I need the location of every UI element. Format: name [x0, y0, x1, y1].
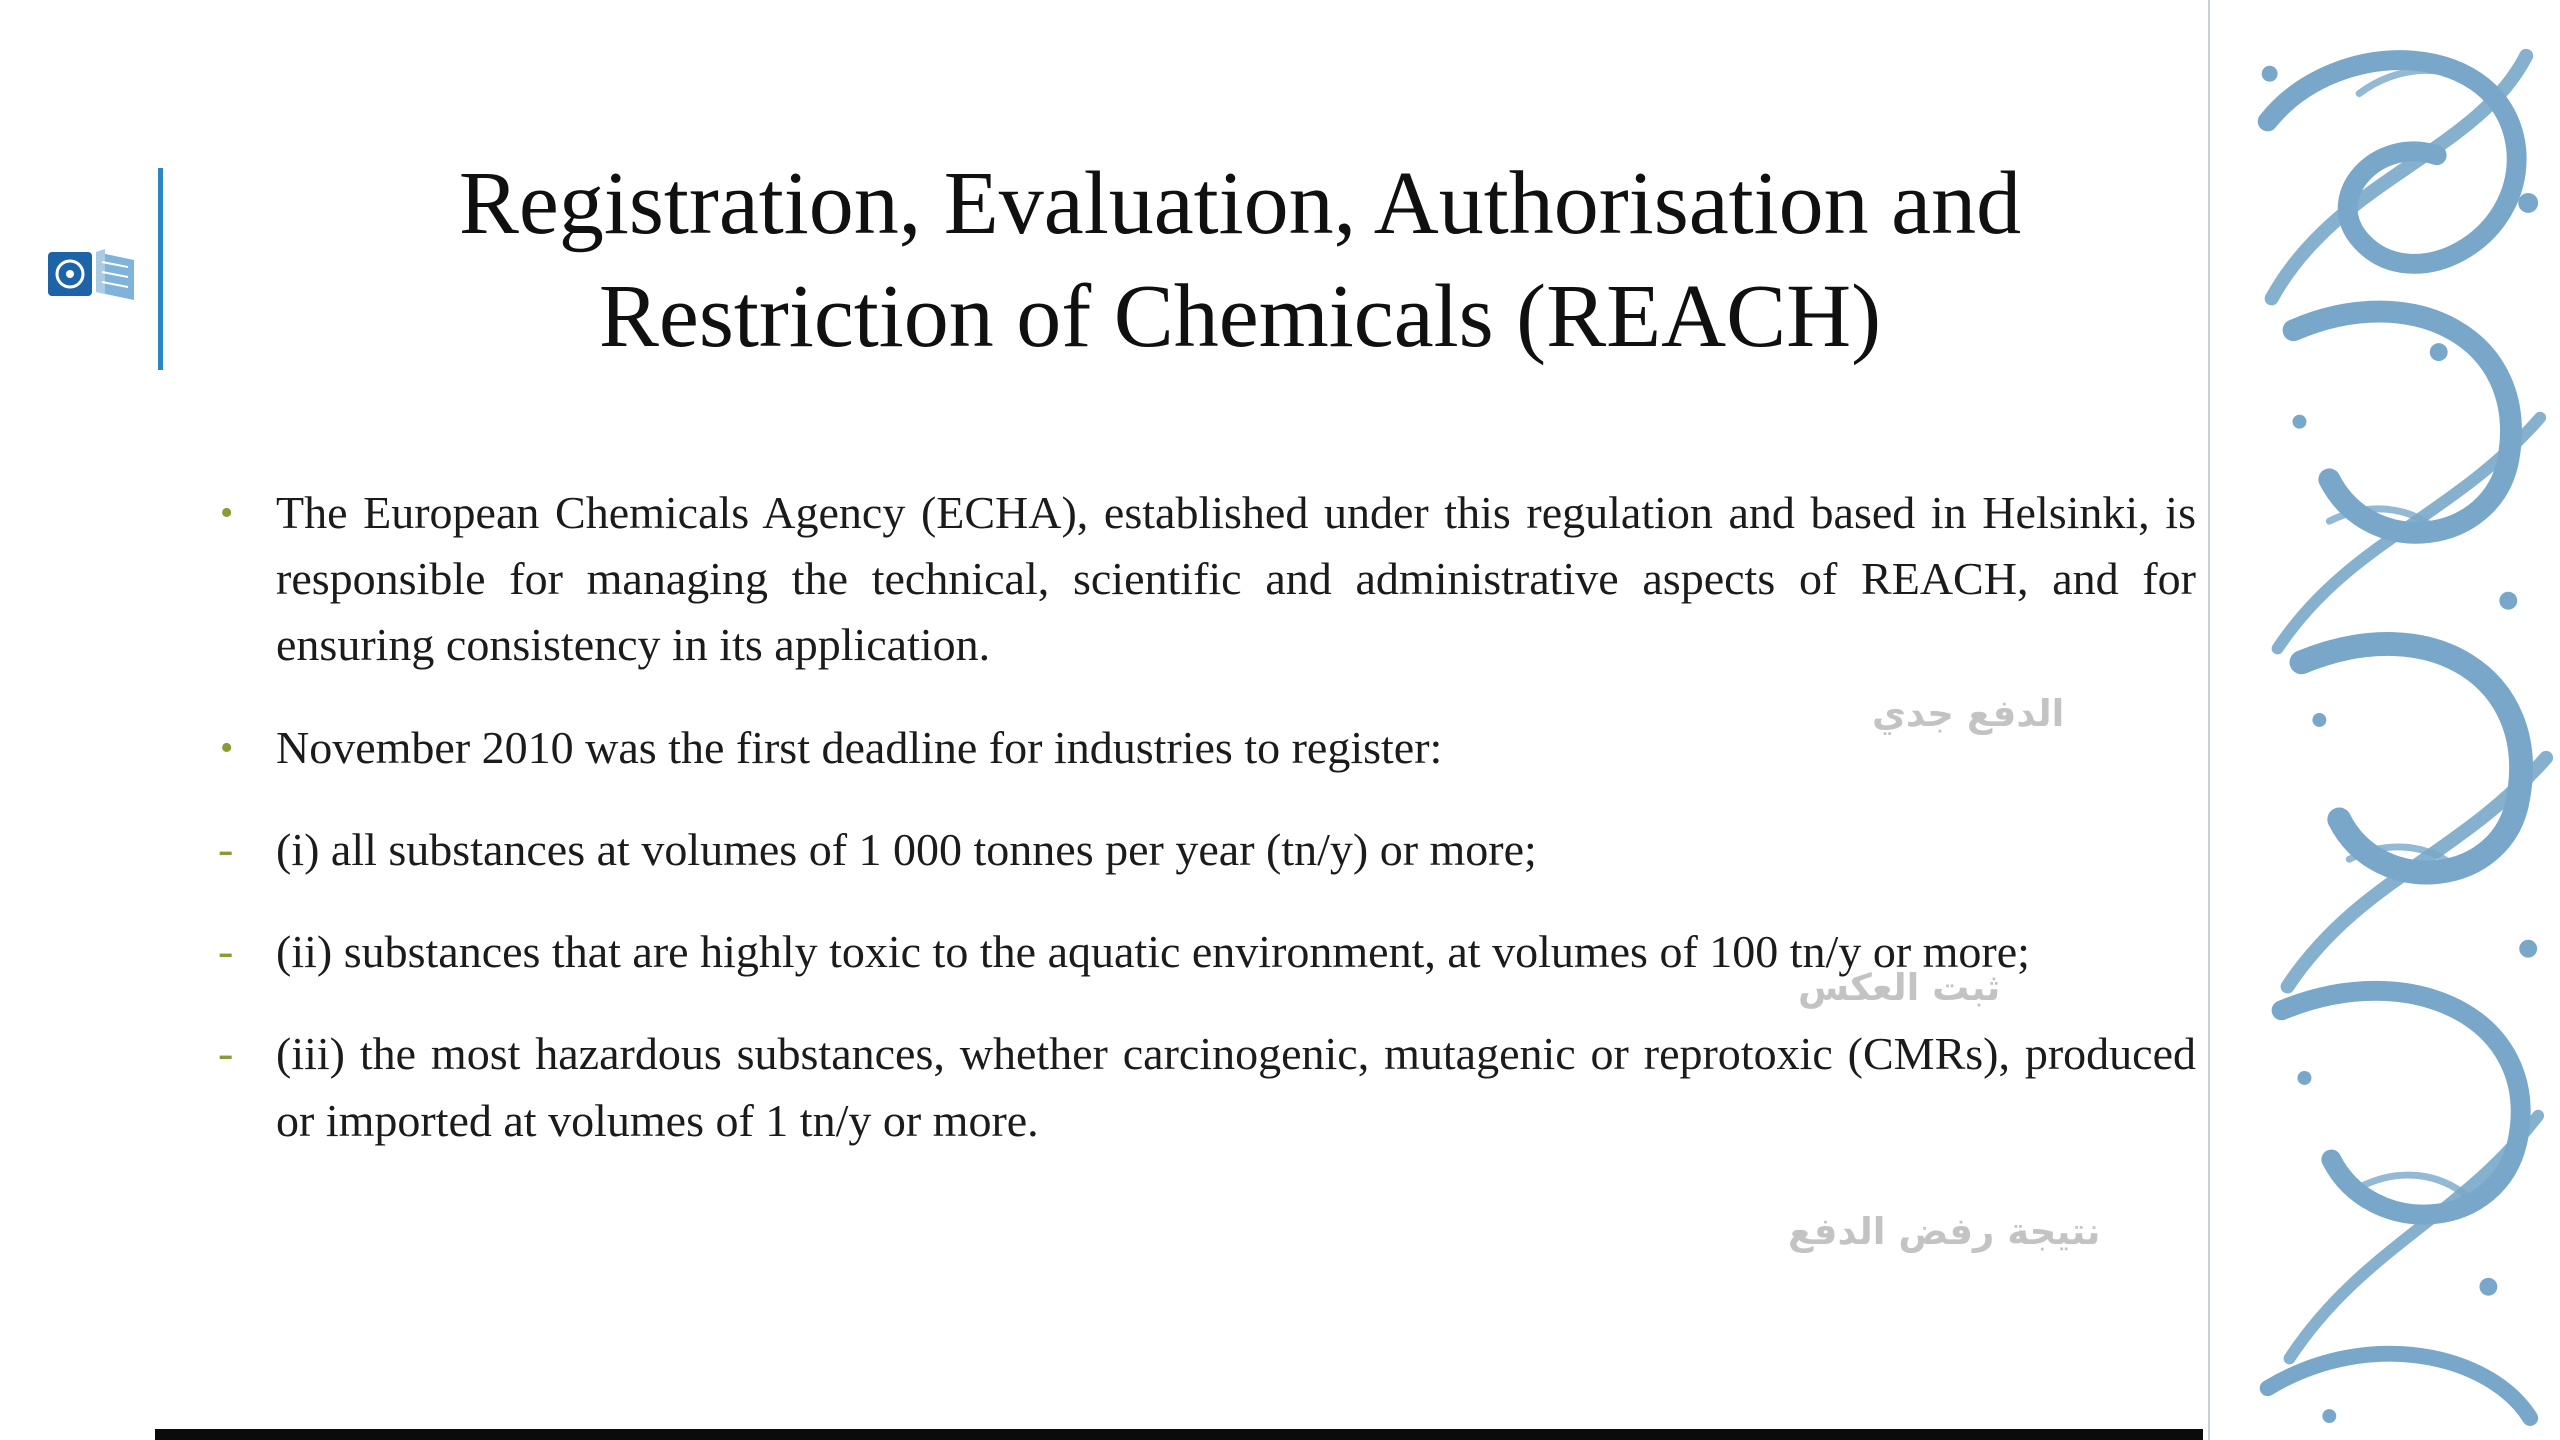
bullet-marker: • — [220, 492, 234, 534]
arabic-calligraphy-artwork — [2210, 0, 2560, 1440]
bullet-item — [212, 480, 2196, 679]
slide-title: Registration, Evaluation, Authorisation and Restriction of Chemicals (REACH) — [458, 154, 2022, 366]
dash-marker: - — [218, 1027, 234, 1079]
dash-marker: - — [218, 925, 234, 977]
watermark-text: الدفع جدي — [1872, 692, 2065, 735]
dash-text: (iii) the most hazardous substances, whether carcinogenic, mutagenic or reprotoxic (CMRs), produced or imported at volumes of 1 tn/y or more. — [276, 1028, 2196, 1146]
bullet-text: November 2010 was the first deadline for industries to register: — [276, 721, 1443, 773]
dash-marker: - — [218, 822, 234, 874]
dash-text: (ii) substances that are highly toxic to the aquatic environment, at volumes of 100 tn/y or more; — [276, 926, 2030, 978]
bottom-edge-bar — [155, 1429, 2203, 1440]
university-logo-icon — [44, 236, 144, 312]
title-accent-line — [158, 168, 163, 370]
dash-item — [212, 1021, 2196, 1153]
bullet-text: The European Chemicals Agency (ECHA), established under this regulation and based in Helsinki, is responsible for managing the technical, scientific and administrative aspects of REACH, and for ensuring consistency in its application. — [276, 487, 2196, 671]
dash-text: (i) all substances at volumes of 1 000 tonnes per year (tn/y) or more; — [276, 823, 1537, 875]
arabic-calligraphy-panel — [2208, 0, 2560, 1440]
dash-item — [212, 817, 2196, 883]
watermark-text: نتيجة رفض الدفع — [1788, 1210, 2101, 1253]
watermark-text: ثبت العكس — [1798, 966, 2001, 1009]
slide-body — [212, 480, 2196, 1190]
bullet-marker: • — [220, 726, 234, 769]
